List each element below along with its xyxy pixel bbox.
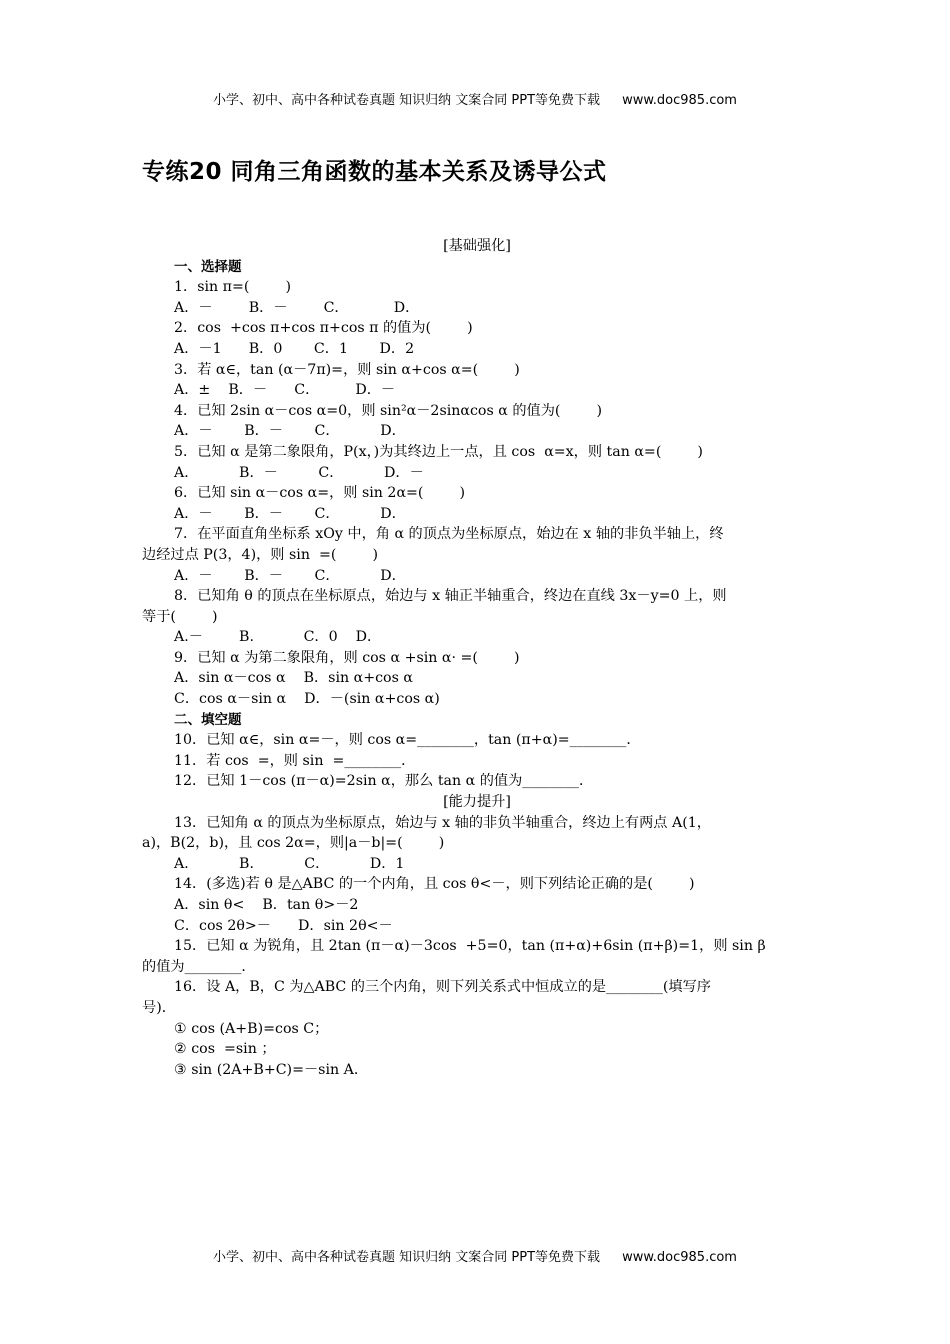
document-body: [142, 236, 812, 1080]
section-basic: [基础强化]: [443, 238, 511, 254]
q6-options: A．－ B．－ C． D．: [174, 505, 406, 522]
q3: 3．若 α∈，tan (α－7π)=，则 sin α+cos α=( ): [174, 361, 520, 378]
q10: 10．已知 α∈，sin α=－，则 cos α=________，tan (π+α)=________．: [174, 732, 641, 749]
q14: 14．(多选)若 θ 是△ABC 的一个内角，且 cos θ<－，则下列结论正确的是( ): [174, 876, 695, 893]
q15-line2: 的值为________．: [142, 958, 256, 975]
q7-line2: 边经过点 P(3，4)，则 sin =( ): [142, 546, 379, 563]
q2-options: A．－1 B．0 C．1 D．2: [174, 340, 415, 357]
q13-line2: a)，B(2，b)，且 cos 2α=，则|a－b|=( ): [142, 835, 445, 852]
q2: 2．cos +cos π+cos π+cos π 的值为( ): [174, 320, 473, 337]
q16-item3: ③ sin (2A+B+C)=－sin A．: [174, 1061, 369, 1078]
q6: 6．已知 sin α－cos α=，则 sin 2α=( ): [174, 485, 466, 502]
footer-text: 小学、初中、高中各种试卷真题 知识归纳 文案合同 PPT等免费下载: [213, 1250, 601, 1265]
section-fill: 二、填空题: [174, 711, 242, 728]
q1: 1．sin π=( ): [174, 279, 292, 296]
q12: 12．已知 1－cos (π－α)=2sin α，那么 tan α 的值为________．: [174, 773, 594, 790]
q8-options: A.－ B. C．0 D．: [174, 629, 382, 646]
q8-line2: 等于( ): [142, 608, 218, 625]
q13-line1: 13．已知角 α 的顶点为坐标原点，始边与 x 轴的非负半轴重合，终边上有两点 A(1，: [174, 814, 711, 831]
header-url[interactable]: www.doc985.com: [622, 93, 737, 108]
q4: 4．已知 2sin α－cos α=0，则 sin²α－2sinαcos α 的值为( ): [174, 402, 603, 419]
q14-options-ab: A．sin θ< B．tan θ>－2: [174, 897, 359, 913]
q7-line1: 7．在平面直角坐标系 xOy 中，角 α 的顶点为坐标原点，始边在 x 轴的非负半轴上，终: [174, 526, 724, 543]
page-title: 专练20 同角三角函数的基本关系及诱导公式: [142, 159, 607, 185]
q16-line2: 号)．: [142, 999, 176, 1016]
section-choice: 一、选择题: [174, 258, 242, 275]
footer-url[interactable]: www.doc985.com: [622, 1250, 737, 1265]
q16-item1: ① cos (A+B)=cos C；: [174, 1020, 329, 1037]
q8-line1: 8．已知角 θ 的顶点在坐标原点，始边与 x 轴正半轴重合，终边在直线 3x－y=0 上，则: [174, 588, 727, 605]
q7-options: A．－ B．－ C． D．: [174, 567, 406, 584]
q16-item2: ② cos =sin ；: [174, 1041, 276, 1058]
q9: 9．已知 α 为第二象限角，则 cos α +sin α· =( ): [174, 649, 520, 666]
page-footer: [0, 1246, 950, 1265]
q5-options: A． B．－ C． D．－: [174, 464, 424, 481]
section-advanced: [能力提升]: [443, 794, 511, 811]
q16-line1: 16．设 A，B，C 为△ABC 的三个内角，则下列关系式中恒成立的是________(填写序: [174, 979, 711, 996]
q13-options: A． B． C． D．1: [174, 855, 405, 872]
q1-options: A．－ B．－ C． D．: [174, 299, 420, 316]
q15-line1: 15．已知 α 为锐角，且 2tan (π－α)－3cos +5=0，tan (π+α)+6sin (π+β)=1，则 sin β: [174, 938, 766, 955]
q4-options: A．－ B．－ C． D．: [174, 423, 406, 440]
q9-options-cd: C．cos α－sin α D．－(sin α+cos α): [174, 691, 440, 708]
q5: 5．已知 α 是第二象限角，P(x，)为其终边上一点，且 cos α=x，则 tan α=( ): [174, 443, 703, 460]
q11: 11．若 cos =，则 sin =________．: [174, 752, 416, 769]
q9-options-ab: A．sin α－cos α B．sin α+cos α: [174, 670, 413, 687]
header-text: 小学、初中、高中各种试卷真题 知识归纳 文案合同 PPT等免费下载: [213, 93, 601, 108]
q14-options-cd: C．cos 2θ>－ D．sin 2θ<－: [174, 917, 393, 934]
page-header: [0, 89, 950, 108]
q3-options: A．± B．－ C． D．－: [174, 382, 396, 399]
